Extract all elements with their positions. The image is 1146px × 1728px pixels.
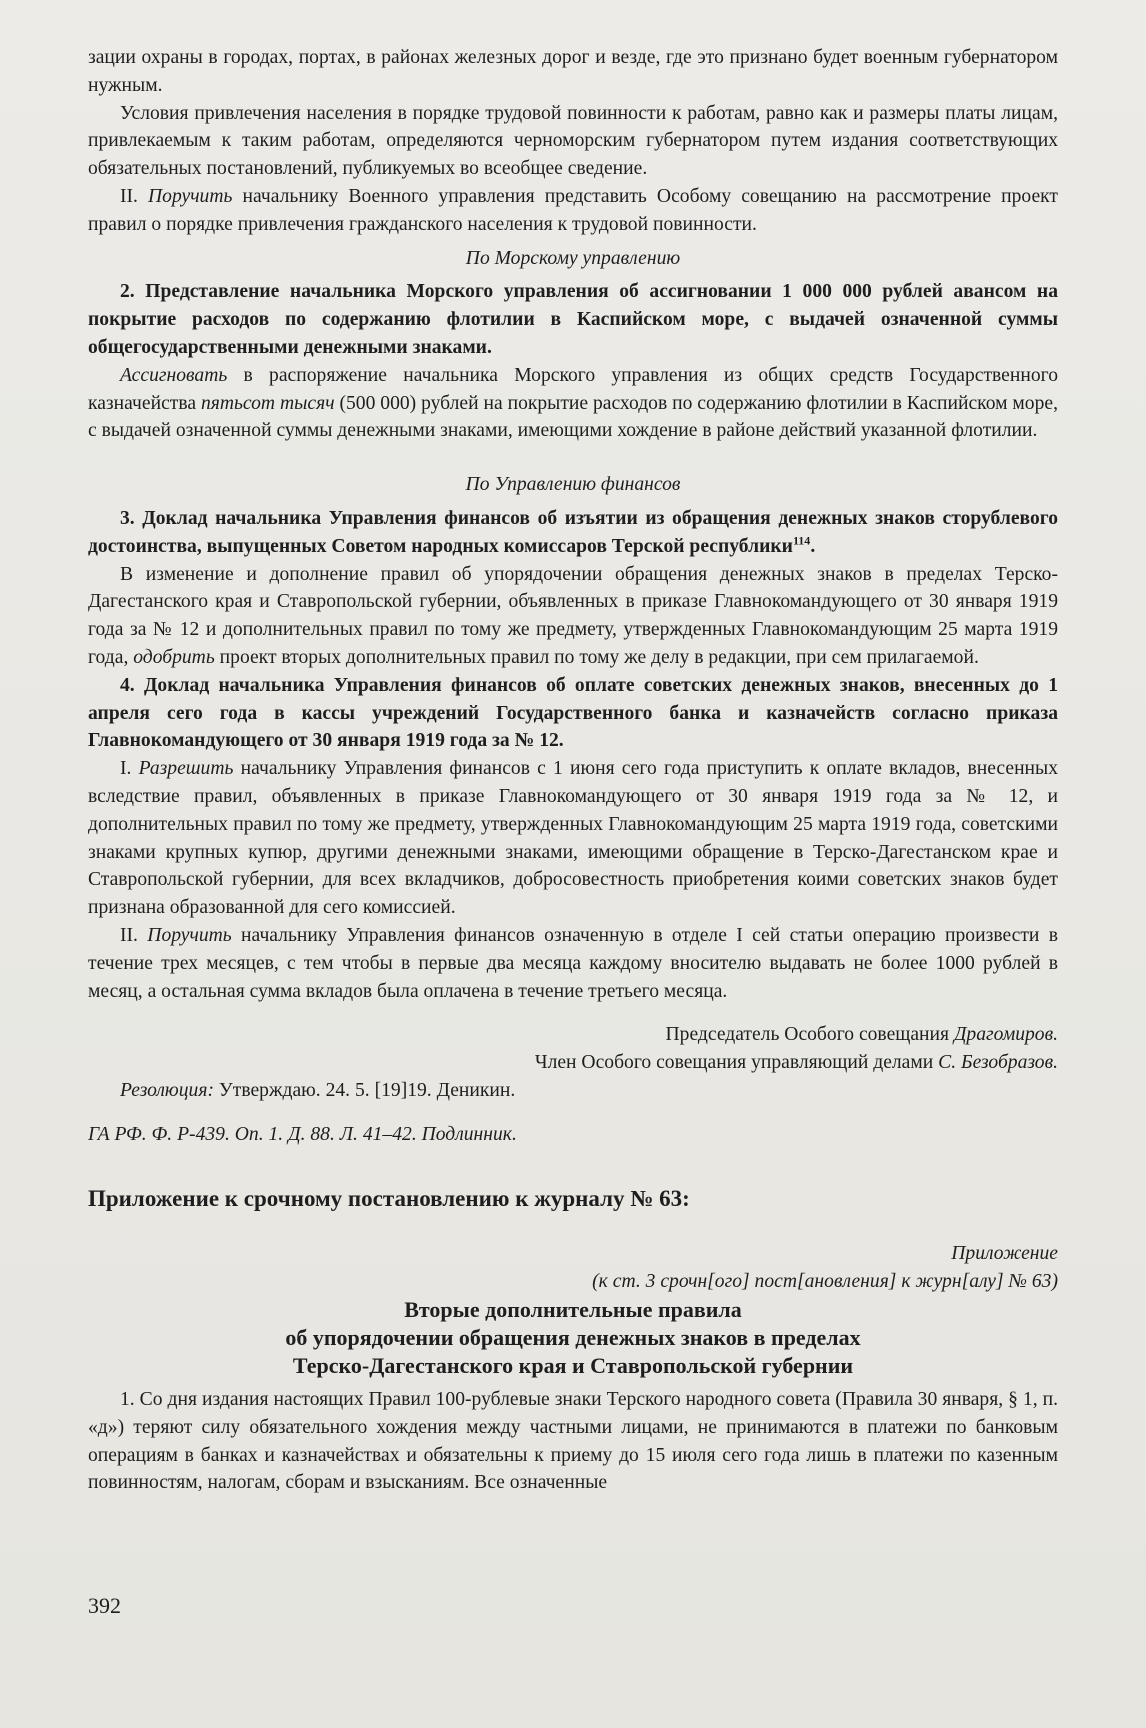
- page-number: 392: [88, 1593, 121, 1618]
- appendix-reference: (к ст. 3 срочн[ого] пост[ановления] к журн[алу] № 63): [592, 1271, 1058, 1293]
- paragraph-text: начальнику Управления финансов с 1 июня сего года приступить к оплате вкладов, внесенных вследствие правил, объявленных в приказе Главнокомандующего от 30 января 1919 года за № 12, и дополнительных правил по тому же предмету, утвержденных Главнокомандующим 25 марта 1919 года, советскими знаками крупных купюр, другими денежными знаками, имеющими обращение в Терско-Дагестанском крае и Ставропольской губернии, для всех вкладчиков, добросовестность приобретения коими советских знаков будет признана образованной для сего комиссией.: [88, 758, 1059, 919]
- verb-instruct: Поручить: [147, 924, 232, 946]
- signature-member: [88, 1049, 1058, 1077]
- verb-allocate: Ассигновать: [120, 364, 228, 386]
- roman-numeral: I.: [120, 758, 139, 780]
- paragraph-text: (500 000) рублей на покрытие расходов по содержанию флотилии в Каспийском море, с выдачей означенной суммы денежными знаками, имеющими хождение в районе действий указанной флотилии.: [88, 392, 1058, 442]
- section-header-naval: По Морскому управлению: [465, 247, 681, 269]
- roman-numeral: II.: [120, 924, 148, 946]
- signature-label: Председатель Особого совещания: [665, 1024, 954, 1046]
- resolution-label: Резолюция:: [120, 1079, 214, 1101]
- verb-approve: одобрить: [133, 646, 215, 668]
- paragraph-payment-permit: [88, 755, 1058, 922]
- signature-chairman: [88, 1021, 1058, 1049]
- paragraph-withdrawal-body: [88, 561, 1058, 672]
- verb-instruct: Поручить: [148, 185, 233, 207]
- verb-permit: Разрешить: [138, 758, 234, 780]
- resolution-text: Утверждаю. 24. 5. [19]19. Деникин.: [213, 1079, 516, 1101]
- paragraph-text: в распоряжение начальника Морского управления из общих средств Государственного казначейства: [88, 364, 1058, 414]
- paragraph-text: начальнику Военного управления представить Особому совещанию на рассмотрение проект правил о порядке привлечения гражданского населения к трудовой повинности.: [88, 185, 1058, 235]
- paragraph-instruct-military: [88, 183, 1058, 239]
- item-title-text: 3. Доклад начальника Управления финансов об изъятии из обращения денежных знаков сторублевого достоинства, выпущенных Советом народных комиссаров Терской республики: [88, 507, 1058, 557]
- rules-title-line-1: Вторые дополнительные правила: [404, 1297, 742, 1323]
- resolution: [88, 1077, 1058, 1105]
- item-title-payment: 4. Доклад начальника Управления финансов об оплате советских денежных знаков, внесенных до 1 апреля сего года в кассы учреждений Государственного банка и казначейств согласно приказа Главнокомандующего от 30 января 1919 года за № 12.: [88, 674, 1058, 752]
- rules-title-line-2: об упорядочении обращения денежных знаков в пределах: [285, 1325, 861, 1351]
- archive-reference: ГА РФ. Ф. Р-439. Оп. 1. Д. 88. Л. 41–42. Подлинник.: [88, 1123, 517, 1145]
- paragraph-text: начальнику Управления финансов означенную в отделе I сей статьи операцию произвести в течение трех месяцев, с тем чтобы в первые два месяца каждому вносителю выдавать не более 1000 рублей в месяц, а остальная сумма вкладов была оплачена в течение третьего месяца.: [88, 924, 1058, 1002]
- paragraph-continuation: зации охраны в городах, портах, в районах железных дорог и везде, где это признано будет военным губернатором нужным.: [88, 47, 1058, 96]
- paragraph-labor-conditions: Условия привлечения населения в порядке трудовой повинности к работам, равно как и размеры платы лицам, привлекаемым к таким работам, определяются черноморским губернатором путем издания соответствующих обязательных постановлений, публикуемых во всеобщее сведение.: [88, 102, 1058, 180]
- signature-name: Драгомиров.: [953, 1024, 1058, 1046]
- footnote-marker: 114: [792, 533, 811, 548]
- item-title-naval: 2. Представление начальника Морского управления об ассигновании 1 000 000 рублей авансом на покрытие расходов по содержанию флотилии в Каспийском море, с выдачей означенной суммы общегосударственными денежными знаками.: [88, 281, 1058, 358]
- paragraph-naval-body: [88, 362, 1058, 445]
- section-header-finance: По Управлению финансов: [465, 474, 681, 496]
- paragraph-payment-instruct: [88, 922, 1058, 1005]
- amount-words: пятьсот тысяч: [200, 392, 335, 414]
- rule-1: 1. Со дня издания настоящих Правил 100-рублевые знаки Терского народного совета (Правила 30 января, § 1, п. «д») теряют силу обязательного хождения между частными лицами, не принимаются в платежи по банковым операциям в банках и казначействах и обязательны к приему до 15 июля сего года лишь в платежи по казенным повинностям, налогам, сборам и взысканиям. Все означенные: [88, 1389, 1058, 1494]
- appendix-label: Приложение: [951, 1243, 1058, 1265]
- rules-title-line-3: Терско-Дагестанского края и Ставропольской губернии: [292, 1353, 854, 1379]
- appendix-title: Приложение к срочному постановлению к журналу № 63:: [88, 1186, 690, 1212]
- signature-name: С. Безобразов.: [938, 1052, 1058, 1074]
- item-title-withdrawal: 3. Доклад начальника Управления финансов об изъятии из обращения денежных знаков сторублевого достоинства, выпущенных Советом народных комиссаров Терской республики$^{114}$.: [88, 507, 1058, 557]
- roman-numeral: II.: [120, 185, 149, 207]
- paragraph-text: проект вторых дополнительных правил по тому же делу в редакции, при сем прилагаемой.: [214, 646, 979, 668]
- paragraph-text: В изменение и дополнение правил об упорядочении обращения денежных знаков в пределах Терско-Дагестанского края и Ставропольской губернии, объявленных в приказе Главнокомандующего от 30 января 1919 года за № 12 и дополнительных правил по тому же предмету, утвержденных Главнокомандующим 25 марта 1919 года,: [88, 563, 1058, 668]
- signature-label: Член Особого совещания управляющий делами: [534, 1052, 939, 1074]
